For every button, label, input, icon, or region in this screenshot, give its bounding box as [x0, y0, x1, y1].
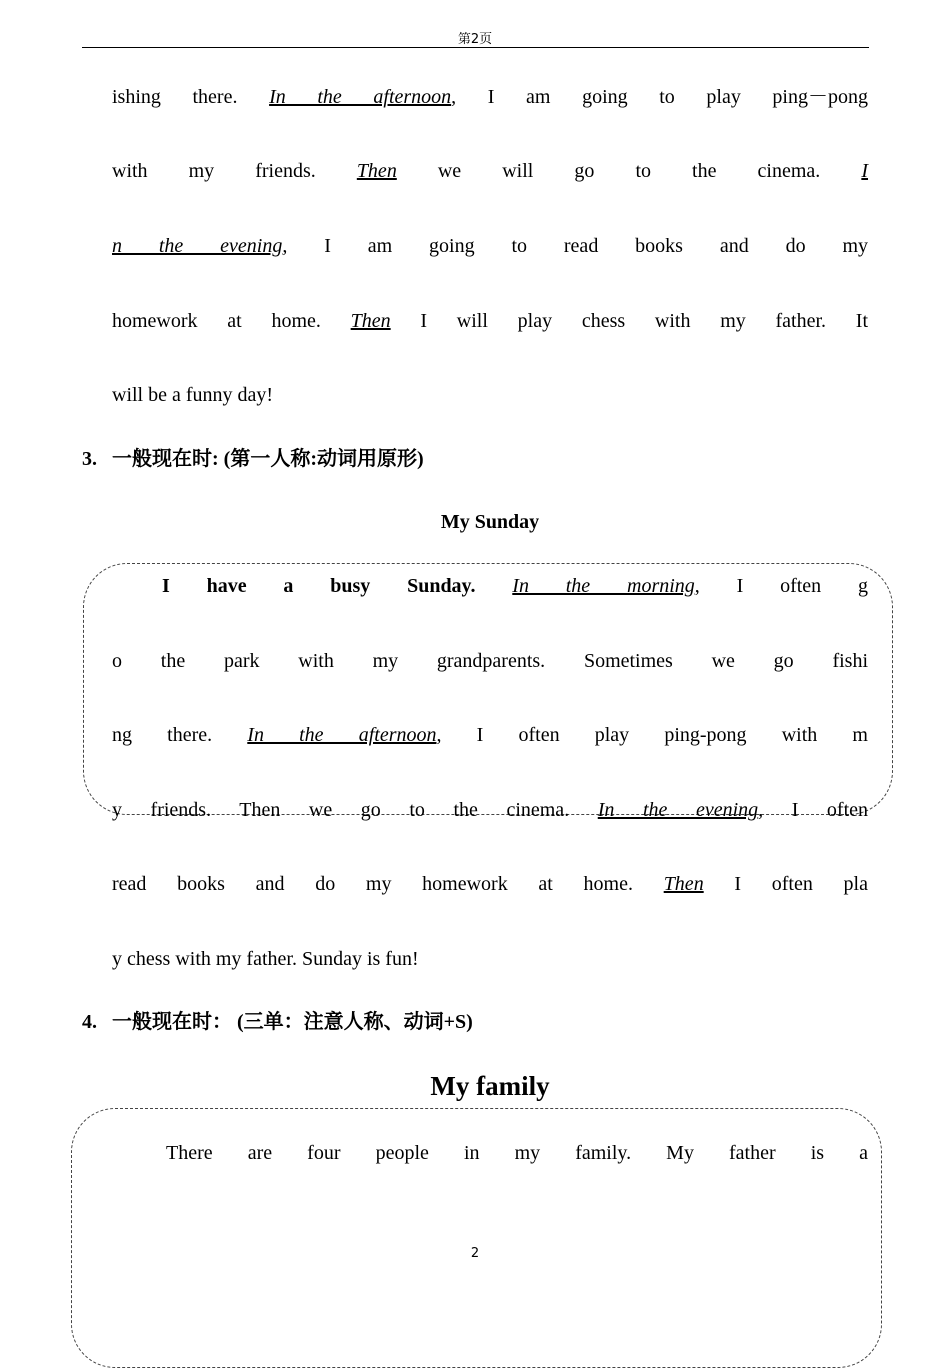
page-number: 2	[470, 1246, 480, 1261]
paragraph-line	[112, 159, 868, 183]
underlined-phrase: n the evening	[112, 235, 283, 257]
text-run: , I often play ping-pong with m	[436, 724, 868, 746]
paragraph-line	[162, 574, 868, 598]
text-run: y chess with my father. Sunday is fun!	[112, 948, 419, 970]
paragraph-line	[112, 649, 868, 673]
paragraph-line	[112, 947, 868, 971]
text-run: , I often	[758, 799, 868, 821]
dashed-frame	[83, 563, 893, 815]
text-run: There are four people in my family. My father is a	[166, 1142, 868, 1164]
header-rule	[82, 47, 869, 48]
text-run: I often pla	[703, 873, 868, 895]
underlined-phrase: In the morning	[512, 575, 695, 597]
text-run: will be a funny day!	[112, 384, 274, 406]
paragraph-line	[112, 383, 868, 407]
text-run: ishing there.	[112, 86, 270, 108]
section-heading-text: 一般现在时： (三单：注意人称、动词+S)	[112, 1011, 473, 1033]
essay-title: My family	[430, 1071, 550, 1101]
bold-text: I have a busy Sunday.	[162, 575, 513, 597]
text-run: , I am going to read books and do my	[282, 235, 868, 257]
section-heading-3	[82, 447, 424, 471]
text-run: homework at home.	[112, 310, 351, 332]
text-run: ng there.	[112, 724, 248, 746]
section-number: 3.	[82, 448, 97, 470]
section-heading-4	[82, 1010, 473, 1034]
text-run: read books and do my homework at home.	[112, 873, 664, 895]
paragraph-line	[112, 234, 868, 258]
paragraph-line	[112, 85, 868, 109]
underlined-phrase: I	[861, 160, 869, 182]
text-run: with my friends.	[112, 160, 357, 182]
paragraph-line	[112, 798, 868, 822]
text-run: , I often g	[694, 575, 868, 597]
text-run: y friends. Then we go to the cinema.	[112, 799, 598, 821]
underlined-phrase: Then	[356, 160, 397, 182]
underlined-phrase: In the afternoon	[269, 86, 452, 108]
text-run: I will play chess with my father. It	[390, 310, 869, 332]
section-number: 4.	[82, 1011, 97, 1033]
underlined-phrase: Then	[350, 310, 391, 332]
text-run: , I am going to play ping－pong	[451, 86, 868, 108]
underlined-phrase: In the evening	[597, 799, 759, 821]
paragraph-line	[112, 309, 868, 333]
paragraph-line	[166, 1141, 868, 1165]
paragraph-line	[112, 872, 868, 896]
essay-title: My Sunday	[440, 511, 540, 533]
underlined-phrase: In the afternoon	[247, 724, 437, 746]
text-run: we will go to the cinema.	[396, 160, 862, 182]
page-header: 第2页	[457, 32, 493, 47]
text-run: o the park with my grandparents. Sometimes we go fishi	[112, 650, 868, 672]
paragraph-line	[112, 723, 868, 747]
underlined-phrase: Then	[663, 873, 704, 895]
section-heading-text: 一般现在时: (第一人称:动词用原形)	[112, 448, 424, 470]
